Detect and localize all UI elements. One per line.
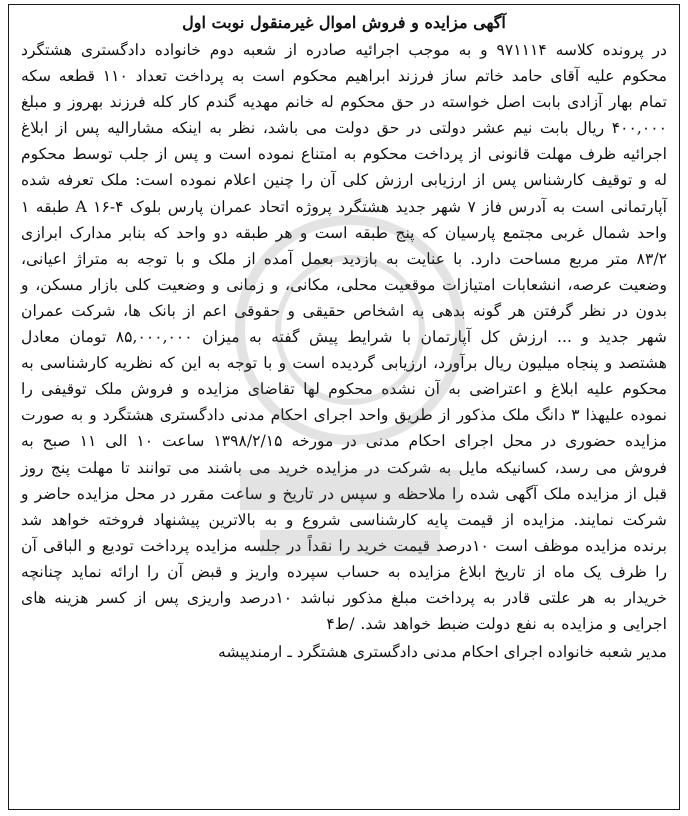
notice-body: در پرونده کلاسه ۹۷۱۱۱۴ و به موجب اجرائیه صادره از شعبه دوم خانواده دادگستری هشتگرد محکوم علیه آقای حامد خاتم ساز فرزند ابراهیم محکوم است به پرداخت تعداد ۱۱۰ قطعه سکه تمام بهار آزادی بابت اصل خواسته در حق محکوم له خانم مهدیه گندم کار کله فرزند بهروز و مبلغ ۴۰۰,۰۰۰ ریال بابت نیم عشر دولتی در حق دولت می باشد، نظر به اینکه مشارالیه پس از ابلاغ اجرائیه ظرف مهلت قانونی از پرداخت محکوم به امتناع نموده است و پس از جلب توسط محکوم له و توقیف کارشناس پس از ارزیابی ارزش کلی آن را چنین اعلام نموده است: ملک تعرفه شده آپارتمانی است به آدرس فاز ۷ شهر جدید هشتگرد پروژه اتحاد عمران پارس بلوک ۴-۱۶ A طبقه ۱ واحد شمال غربی مجتمع پارسیان که پنج طبقه است و هر طبقه دو واحد که بنابر مدارک ابرازی ۸۳/۲ متر مربع مساحت دارد. با عنایت به بازدید بعمل آمده از ملک و با توجه به متراژ اعیانی، وضعیت عرصه، انشعابات امتیازات موقعیت محلی، مکانی، و زمانی و وضعیت کلی بازار مسکن، و بدون در نظر گرفتن هر گونه بدهی به اشخاص حقیقی و حقوقی اعم از بانک ها، شرکت عمران شهر جدید و ... ارزش کل آپارتمان با شرایط پیش گفته به میزان ۸۵,۰۰۰,۰۰۰ تومان معادل هشتصد و پنجاه میلیون ریال برآورد، ارزیابی گردیده است و با توجه به این که نظریه کارشناسی به محکوم علیه ابلاغ و اعتراضی به آن نشده محکوم لها تقاضای مزایده و فروش ملک توقیفی را نموده علیهذا ۳ دانگ ملک مذکور از طریق واحد اجرای احکام مدنی دادگستری هشتگرد و به صورت مزایده حضوری در محل اجرای احکام مدنی در مورخه ۱۳۹۸/۲/۱۵ ساعت ۱۰ الی ۱۱ صبح به فروش می رسد، کسانیکه مایل به شرکت در مزایده خرید می باشند می توانند تا مهلت پنج روز قبل از مزایده ملک آگهی شده را ملاحظه و سپس در تاریخ و ساعت مقرر در محل مزایده حاضر و شرکت نمایند. مزایده از قیمت پایه کارشناسی شروع و به بالاترین پیشنهاد فروخته خواهد شد برنده مزایده موظف است ۱۰درصد قیمت خرید را نقداً در جلسه مزایده پرداخت تودیع و الباقی آن را ظرف یک ماه از تاریخ ابلاغ مزایده به حساب سپرده واریز و قبض آن را ارائه نماید چنانچه خریدار به هر علتی قادر به پرداخت مبلغ مذکور نباشد ۱۰درصد واریزی پس از کسر هزینه های اجرایی و مزایده به نفع دولت ضبط خواهد شد. /ط۴	[21, 41, 667, 634]
notice-signature: مدیر شعبه خانواده اجرای احکام مدنی دادگستری هشتگرد ـ ارمندپیشه	[217, 643, 667, 662]
auction-notice	[8, 4, 680, 810]
notice-title: آگهی مزایده و فروش اموال غیرمنقول نوبت اول	[182, 13, 506, 32]
